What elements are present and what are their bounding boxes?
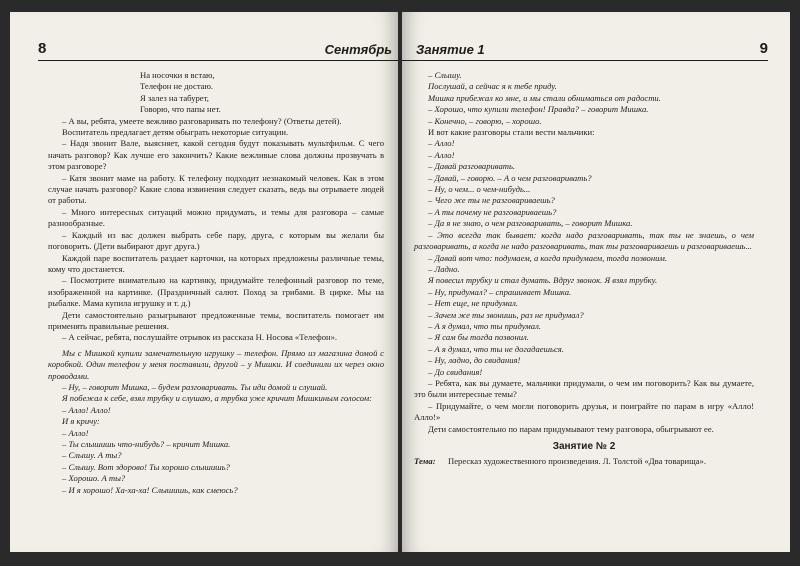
text-paragraph: – Ну, о чем... о чем-нибудь...	[428, 184, 531, 195]
text-paragraph: – А сейчас, ребята, послушайте отрывок из рассказа Н. Носова «Телефон».	[62, 332, 338, 343]
right-page	[402, 12, 790, 552]
poem	[140, 70, 384, 116]
left-running-head	[38, 42, 398, 61]
text-paragraph: – Каждый из вас должен выбрать себе пару, друга, с которым вы желали бы поговорить. (Дети выбирают друг друга.)	[48, 229, 384, 252]
text-paragraph: – Давай вот что: подумаем, а когда придумаем, тогда позвоним.	[428, 252, 668, 263]
page-number-right: 9	[759, 40, 768, 57]
poem-line: Говорю, что папы нет.	[140, 104, 221, 115]
right-page-content	[414, 70, 754, 468]
right-running-head	[402, 42, 768, 61]
left-page	[10, 12, 398, 552]
left-paragraphs	[48, 116, 384, 496]
text-paragraph: – Катя звонит маме на работу. К телефону подходит незнакомый человек. Как в этом случае начать разговор? Какие слова извинения следует сказать, ведь вы отрываете людей от работы.	[48, 172, 384, 206]
text-paragraph: – А вы, ребята, умеете вежливо разговаривать по телефону? (Ответы детей).	[62, 115, 342, 126]
text-paragraph: Я побежал к себе, взял трубку и слушаю, а трубка уже кричит Мишкиным голосом:	[62, 393, 372, 404]
text-paragraph: – Ты слышишь что-нибудь? – кричит Мишка.	[62, 439, 231, 449]
text-paragraph: – Давай, – говорю. – А о чем разговаривать?	[428, 172, 592, 183]
text-paragraph: И вот какие разговоры стали вести мальчики:	[428, 127, 595, 138]
text-paragraph: – Слышу.	[428, 70, 462, 80]
text-paragraph: Послушай, а сейчас я к тебе приду.	[428, 81, 557, 92]
text-paragraph: Воспитатель предлагает детям обыграть некоторые ситуации.	[62, 127, 289, 138]
text-paragraph: – А я думал, что ты придумал.	[428, 320, 541, 331]
right-paragraphs	[414, 70, 754, 435]
text-paragraph: – Ну, – говорит Мишка, – будем разговаривать. Ты иди домой и слушай.	[62, 381, 328, 392]
poem-line: Телефон не достаю.	[140, 81, 214, 92]
text-paragraph: – Это всегда так бывает: когда надо разговаривать, так ты не знаешь, о чем разговаривать, а когда не надо разговаривать, так ты разговариваешь и разговариваешь...	[414, 229, 754, 252]
text-paragraph: Дети самостоятельно по парам придумывают тему разговора, обыгрывают ее.	[428, 423, 714, 434]
text-paragraph: – Ну, ладно, до свидания!	[428, 355, 521, 366]
text-paragraph: И я кричу:	[62, 416, 100, 427]
text-paragraph: – Чего же ты не разговариваешь?	[428, 195, 555, 206]
text-paragraph: Каждой паре воспитатель раздает карточки, на которых предложены различные темы, кому что достанется.	[48, 252, 384, 274]
text-paragraph: – Слышу. А ты?	[62, 450, 122, 461]
text-paragraph: – Конечно, – говорю, – хорошо.	[428, 115, 542, 126]
text-paragraph: – Ну, придумал? – спрашивает Мишка.	[428, 286, 572, 297]
text-paragraph: – А ты почему не разговариваешь?	[428, 206, 557, 217]
text-paragraph: – Алло!	[428, 149, 455, 160]
section-title-right: Занятие 1	[416, 42, 485, 57]
section-title-left: Сентябрь	[324, 42, 392, 57]
lesson-topic	[414, 456, 754, 467]
text-paragraph: Мишка прибежал ко мне, и мы стали обниматься от радости.	[428, 92, 661, 103]
text-paragraph: – Зачем же ты звонишь, раз не придумал?	[428, 309, 584, 320]
text-paragraph: Дети самостоятельно разыгрывают предложенные темы, воспитатель помогает им применять правильные решения.	[48, 309, 384, 331]
text-paragraph: – Да я не знаю, о чем разговаривать, – говорит Мишка.	[428, 218, 633, 229]
text-paragraph: – Давай разговаривать.	[428, 161, 516, 172]
text-paragraph: – Посмотрите внимательно на картинку, придумайте телефонный разговор по теме, изображенной на картинке. (Праздничный салют. Поход за грибами. В цирке. Мы на рыбалке. Мама купила игрушку и т. д.)	[48, 275, 384, 309]
text-paragraph: – И я хорошо! Ха-ха-ха! Слышишь, как смеюсь?	[62, 484, 238, 495]
lesson-heading: Занятие № 2	[552, 441, 616, 452]
text-paragraph: – Много интересных ситуаций можно придумать, и темы для разговора – самые разнообразные.	[48, 206, 384, 229]
page-number-left: 8	[38, 40, 47, 57]
poem-line: На носочки я встаю,	[140, 70, 215, 80]
text-paragraph: – Ребята, как вы думаете, мальчики придумали, о чем им поговорить? Как вы думаете, это были интересные темы?	[414, 377, 754, 400]
text-paragraph: – Нет еще, не придумал.	[428, 298, 518, 309]
text-paragraph: – Надя звонит Вале, выясняет, какой сегодня будут показывать мультфильм. С чего начать разговор? Как лучше его закончить? Какие вежливые слова должны прозвучать в этом разговоре?	[48, 138, 384, 172]
text-paragraph: – А я думал, что ты не догадаешься.	[428, 343, 564, 354]
text-paragraph: – Ладно.	[428, 263, 460, 274]
left-page-content	[48, 70, 384, 496]
text-paragraph: – Придумайте, о чем могли поговорить друзья, и поиграйте по парам в игру «Алло! Алло!»	[414, 400, 754, 423]
text-paragraph: – До свидания!	[428, 366, 483, 377]
topic-label: Тема:	[414, 456, 436, 467]
text-paragraph: – Я сам бы тогда позвонил.	[428, 332, 529, 343]
text-paragraph: – Хорошо. А ты?	[62, 473, 126, 484]
text-paragraph: – Алло!	[62, 427, 89, 438]
text-paragraph: – Слышу. Вот здорово! Ты хорошо слышишь?	[62, 461, 230, 472]
text-paragraph: – Хорошо, что купили телефон! Правда? – говорит Мишка.	[428, 104, 649, 115]
topic-text: Пересказ художественного произведения. Л. Толстой «Два товарища».	[448, 456, 707, 467]
text-paragraph: Мы с Мишкой купили замечательную игрушку – телефон. Прямо из магазина домой с коробкой. Один телефон у меня поставили, другой – у Мишки. И соединили их через окно проводами.	[48, 347, 384, 381]
poem-line: Я залез на табурет,	[140, 92, 209, 103]
text-paragraph: – Алло! Алло!	[62, 404, 111, 415]
text-paragraph: – Алло!	[428, 138, 455, 149]
text-paragraph: Я повесил трубку и стал думать. Вдруг звонок. Я взял трубку.	[428, 275, 658, 286]
